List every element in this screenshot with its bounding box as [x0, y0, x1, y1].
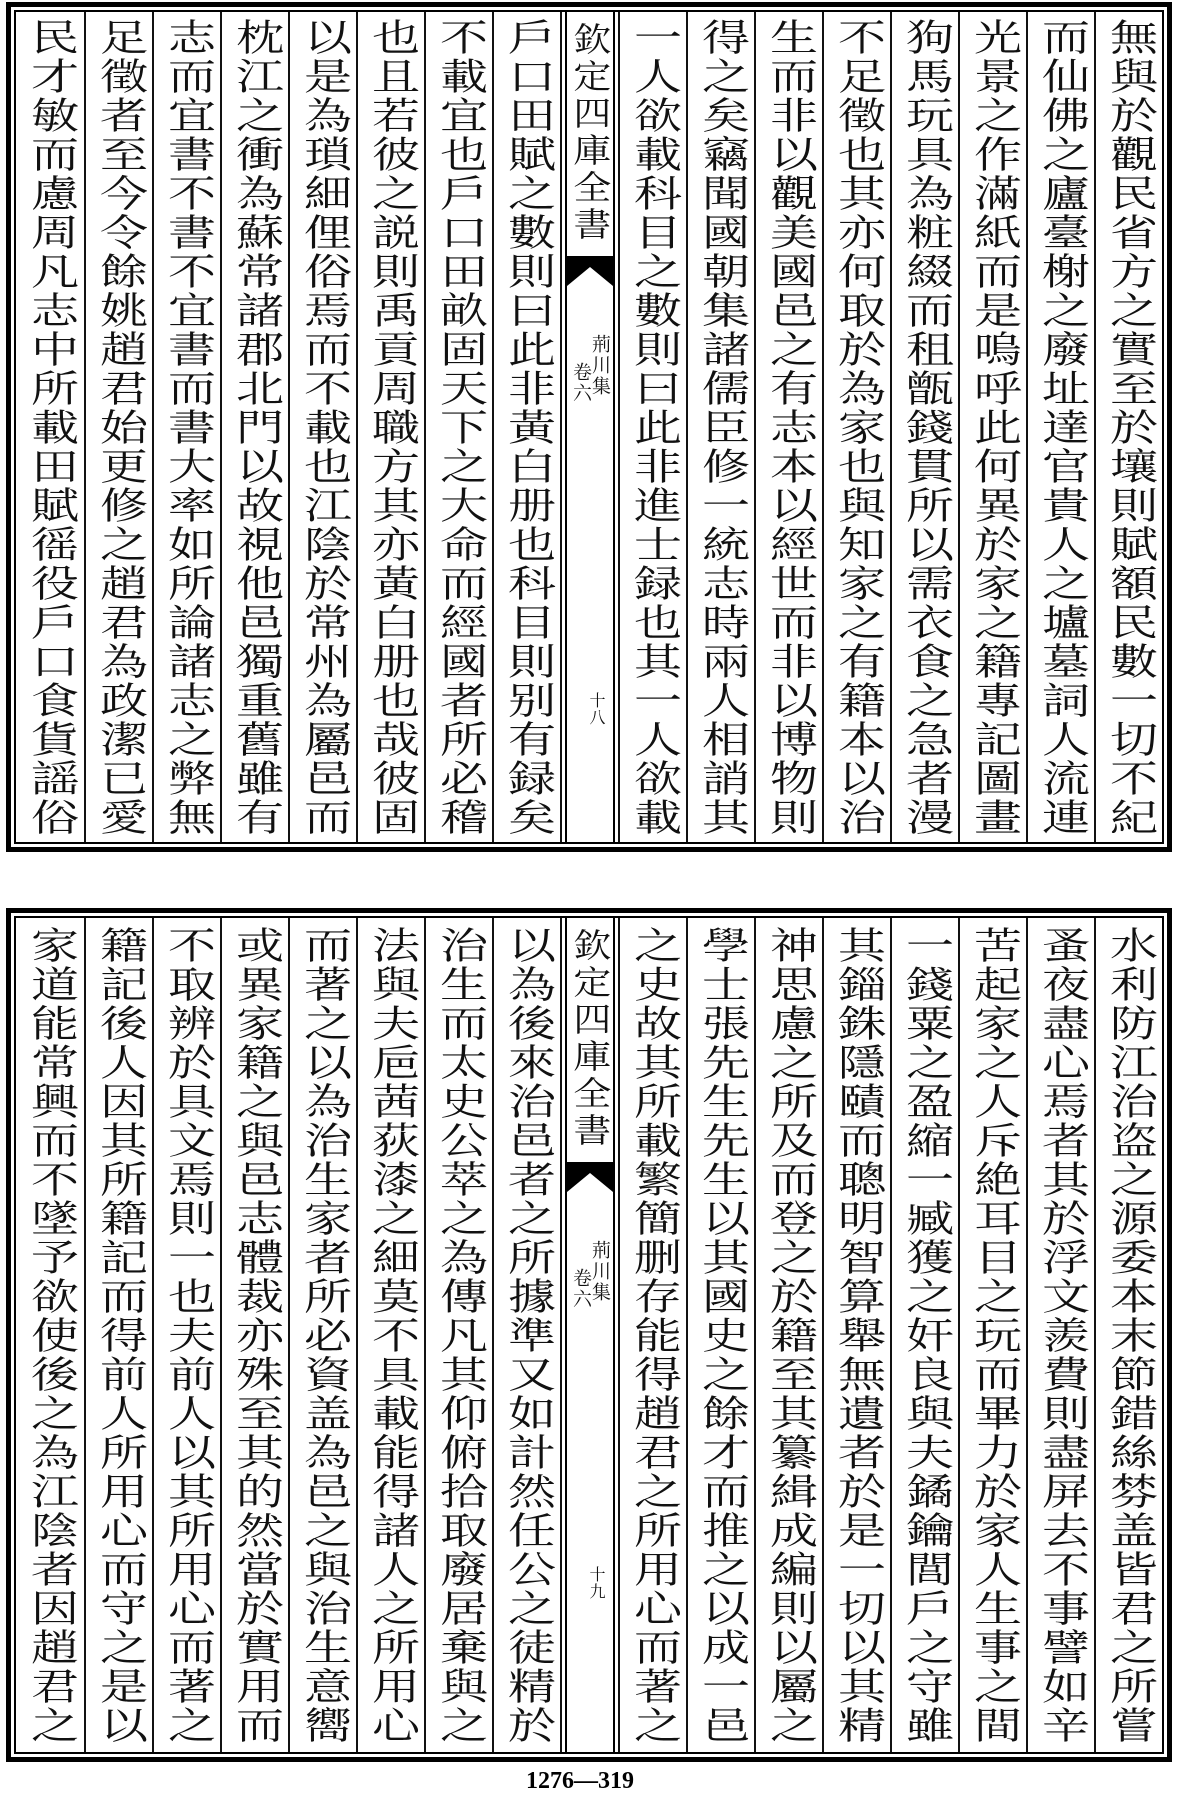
page-panel-top	[6, 2, 1172, 852]
column-text: 光景之作滿紙而是嗚呼此何異於家之籍專記圖畫	[965, 18, 1021, 837]
footer-page-reference: 1276—319	[526, 1768, 634, 1794]
column-text: 生而非以觀美國邑之有志本以經世而非以博物則	[761, 18, 817, 837]
book-title: 荊川集	[589, 1240, 611, 1303]
column-text: 一錢粟之盈縮一臧獲之奸良與夫鐍鑰閭戶之守雖	[897, 926, 953, 1745]
text-column	[890, 918, 958, 1752]
text-column	[822, 12, 890, 842]
column-text: 也且若彼之説則禹貢周職方其亦黃白册也哉彼固	[363, 18, 419, 837]
column-text: 法與夫巵茜荻漆之細莫不具載能得諸人之所用心	[363, 926, 419, 1745]
text-column	[492, 12, 560, 842]
text-column	[1094, 918, 1162, 1752]
fish-tail-shape	[567, 1162, 613, 1192]
text-column	[288, 918, 356, 1752]
text-column	[356, 12, 424, 842]
column-text: 之史故其所載繁簡删存能得趙君之所用心而著之	[625, 926, 681, 1745]
text-column	[686, 918, 754, 1752]
column-text: 戶口田賦之數則曰此非黃白册也科目則别有録矣	[499, 18, 555, 837]
column-text: 足徵者至今令餘姚趙君始更修之趙君為政潔已愛	[91, 18, 147, 837]
column-row	[16, 918, 1162, 1752]
text-column	[220, 12, 288, 842]
text-column	[84, 918, 152, 1752]
text-column	[356, 918, 424, 1752]
column-text: 而著之以為治生家者所必資盖為邑之與治生意嚮	[295, 926, 351, 1745]
column-text: 學士張先生先生以其國史之餘才而推之以成一邑	[693, 926, 749, 1745]
page-number: 十九	[587, 1566, 606, 1600]
column-text: 水利防江治盗之源委本末節錯絲棼盖皆君之所嘗	[1101, 926, 1157, 1745]
fish-tail-icon	[567, 256, 613, 288]
text-column	[152, 918, 220, 1752]
center-band	[560, 12, 618, 842]
column-text: 家道能常興而不墜予欲使後之為江陰者因趙君之	[22, 926, 78, 1745]
column-text: 籍記後人因其所籍記而得前人所用心而守之是以	[91, 926, 147, 1745]
column-text: 不載宜也戶口田畝固天下之大命而經國者所必稽	[431, 18, 487, 837]
center-band-title: 欽定四庫全書	[567, 928, 613, 1150]
page-panel-bottom	[6, 908, 1172, 1762]
volume-number: 卷六	[570, 1268, 592, 1310]
column-text: 狗馬玩具為粧綴而租甑錢貫所以需衣食之急者漫	[897, 18, 953, 837]
text-column	[1026, 12, 1094, 842]
column-text: 神思慮之所及而登之於籍至其纂緝成編則以屬之	[761, 926, 817, 1745]
column-text: 一人欲載科目之數則曰此非進士録也其一人欲載	[625, 18, 681, 837]
fish-tail-shape	[567, 256, 613, 286]
volume-number: 卷六	[570, 362, 592, 404]
text-column	[754, 918, 822, 1752]
column-text: 而仙佛之廬臺榭之廢址達官貴人之壚墓詞人流連	[1033, 18, 1089, 837]
text-column	[754, 12, 822, 842]
column-text: 治生而太史公萃之為傳凡其仰俯拾取廢居棄與之	[431, 926, 487, 1745]
column-text: 以為後來治邑者之所據準又如計然任公之徒精於	[499, 926, 555, 1745]
center-band	[560, 918, 618, 1752]
text-column	[16, 12, 84, 842]
text-column	[686, 12, 754, 842]
column-row	[16, 12, 1162, 842]
text-column	[220, 918, 288, 1752]
text-column	[890, 12, 958, 842]
column-text: 不足徵也其亦何取於為家也與知家之有籍本以治	[829, 18, 885, 837]
text-column	[618, 12, 686, 842]
text-column	[958, 12, 1026, 842]
text-column	[424, 12, 492, 842]
text-column	[16, 918, 84, 1752]
column-text: 民才敏而慮周凡志中所載田賦徭役戶口食貨謡俗	[22, 18, 78, 837]
text-column	[288, 12, 356, 842]
column-text: 得之矣竊聞國朝集諸儒臣修一統志時兩人相誚其	[693, 18, 749, 837]
text-column	[1026, 918, 1094, 1752]
text-column	[424, 918, 492, 1752]
text-column	[822, 918, 890, 1752]
text-column	[618, 918, 686, 1752]
column-text: 或異家籍之與邑志體裁亦殊至其的然當於實用而	[227, 926, 283, 1745]
column-text: 無與於觀民省方之實至於壤則賦額民數一切不紀	[1101, 18, 1157, 837]
text-column	[1094, 12, 1162, 842]
text-column	[152, 12, 220, 842]
column-text: 其錙銖隱賾而聰明智算舉無遺者於是一切以其精	[829, 926, 885, 1745]
book-title: 荊川集	[589, 334, 611, 397]
text-column	[958, 918, 1026, 1752]
column-text: 志而宜書不書不宜書而書大率如所論諸志之弊無	[159, 18, 215, 837]
center-band-title: 欽定四庫全書	[567, 22, 613, 244]
column-text: 蚤夜盡心焉者其於浮文羨費則盡屏去不事譬如辛	[1033, 926, 1089, 1745]
column-text: 不取辨於具文焉則一也夫前人以其所用心而著之	[159, 926, 215, 1745]
column-text: 枕江之衝為蘇常諸郡北門以故視他邑獨重舊雖有	[227, 18, 283, 837]
text-column	[492, 918, 560, 1752]
fish-tail-icon	[567, 1162, 613, 1194]
text-column	[84, 12, 152, 842]
column-text: 以是為瑣細俚俗焉而不載也江陰於常州為屬邑而	[295, 18, 351, 837]
page-number: 十八	[587, 692, 606, 726]
column-text: 苦起家之人斥絶耳目之玩而畢力於家人生事之間	[965, 926, 1021, 1745]
